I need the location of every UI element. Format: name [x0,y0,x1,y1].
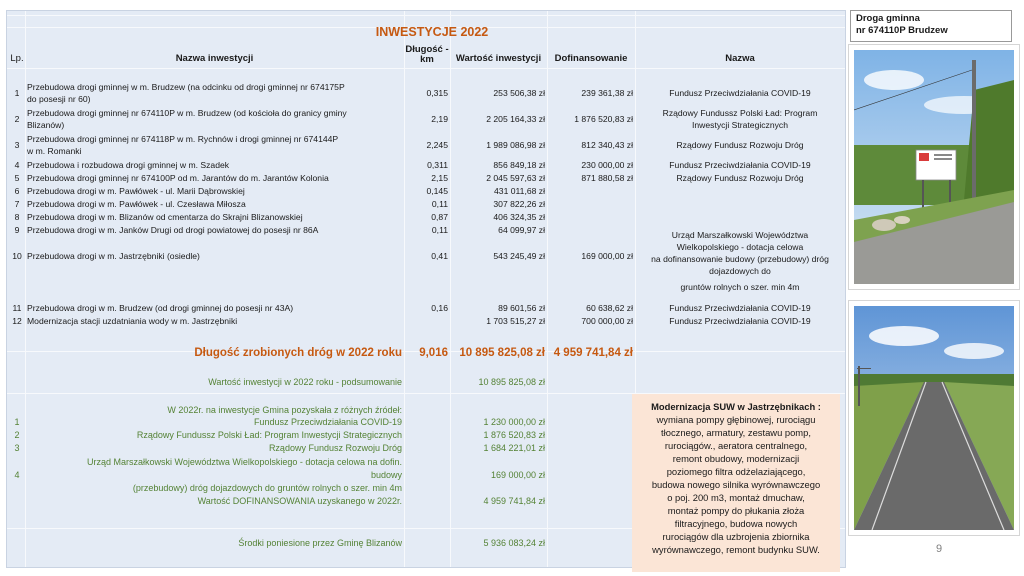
length-km: 0,311 [427,160,448,170]
fund-value: 1 684 221,01 zł [483,443,545,453]
row-number: 7 [14,199,20,209]
funding-source: Rządowy Fundusz Rozwoju Dróg [676,140,804,150]
fund-label: Fundusz Przeciwdziałania COVID-19 [253,417,402,427]
investment-name: Przebudowa drogi w m. Blizanów od cmentarza do Skrajni Blizanowskiej [27,212,303,222]
fund-value: 169 000,00 zł [490,470,545,480]
fund-value: 1 876 520,83 zł [483,430,545,440]
investment-name: Przebudowa drogi w m. Pawłówek - ul. Marii Dąbrowskiej [27,186,245,196]
investment-name: Przebudowa drogi gminnej nr 674118P w m. Rychnów i drogi gminnej nr 674144P [27,134,339,144]
length-km: 0,16 [431,303,448,313]
length-km: 0,41 [431,251,448,261]
row-number: 10 [12,251,22,261]
investment-value: 406 324,35 zł [493,212,545,222]
funding-value: 230 000,00 zł [581,160,633,170]
investment-name-cont: do posesji nr 60) [27,94,91,104]
funding-source: Fundusz Przeciwdziałania COVID-19 [669,316,811,326]
row-number: 9 [14,225,20,235]
investment-value: 1 703 515,27 zł [486,316,545,326]
investment-value: 89 601,56 zł [498,303,545,313]
investment-value: 543 245,49 zł [493,251,545,261]
funding-value: 812 340,43 zł [581,140,633,150]
fund-number: 4 [14,470,20,480]
col-header-value: Wartość inwestycji [455,53,542,64]
length-km: 2,15 [431,173,448,183]
length-km: 0,87 [431,212,448,222]
investment-name: Przebudowa drogi w m. Pawłówek - ul. Czesława Miłosza [27,199,246,209]
funding-source: Rządowy Fundusz Rozwoju Dróg [676,173,804,183]
fund-number: 2 [14,430,20,440]
investment-value: 2 205 164,33 zł [486,114,545,124]
investment-value: 253 506,38 zł [493,88,545,98]
investment-value: 1 989 086,98 zł [486,140,545,150]
row-number: 1 [14,88,20,98]
length-km: 2,19 [431,114,448,124]
investment-value: 64 099,97 zł [498,225,545,235]
col-header-name: Nazwa inwestycji [175,53,254,64]
fund-label: Rządowy Fundussz Polski Ład: Program Inwestycji Strategicznych [136,430,402,440]
funding-source-cont: Inwestycji Strategicznych [692,120,788,130]
row-number: 8 [14,212,20,222]
funding-value: 60 638,62 zł [586,303,633,313]
investment-name: Przebudowa drogi gminnej nr 674110P w m. Brudzew (od kościoła do granicy gminy [27,108,347,118]
investment-value: 431 011,68 zł [494,186,545,196]
funding-value: 239 361,38 zł [581,88,633,98]
col-header-lp: Lp. [10,53,24,64]
length-km: 2,245 [426,140,448,150]
investment-name: Modernizacja stacji uzdatniania wody w m. Jastrzębniki [27,316,238,326]
page-number: 9 [936,543,943,555]
road-photo-straight [848,300,1020,536]
fund-number: 1 [14,417,20,427]
suw-summary-box: Modernizacja SUW w Jastrzębnikach : wymiana pompy głębinowej, rurociągu tłocznego, armatury, zestawu pomp, rurociągów., aeratora centralnego, remont obudowy, modernizacji poziomego filtra odżelaziającego, budowa nowego silnika wyrównawczego o poj. 200 m3, montaż dmuchaw, montaż pompy do płukania złoża filtracyjnego, budowa nowych rurociągów dla uzbrojenia zbiornika wyrównawczego, remont budynku SUW. [632,394,840,572]
investment-value: 2 045 597,63 zł [486,173,545,183]
funding-value: 700 000,00 zł [581,316,633,326]
funds-heading: W 2022r. na inwestycje Gmina pozyskała z różnych źródeł: [167,405,402,415]
row-number: 5 [14,173,20,183]
investment-name: Przebudowa i rozbudowa drogi gminnej w m. Szadek [27,160,230,170]
photo-caption: Droga gminna nr 674110P Brudzew [850,10,1012,42]
col-header-length: Długość - km [405,44,449,65]
funding-source: Fundusz Przeciwdziałania COVID-19 [669,160,811,170]
row-number: 11 [12,303,22,313]
own-funds-label: Środki poniesione przez Gminę Blizanów [238,538,402,548]
length-km: 0,11 [431,225,448,235]
row-number: 3 [14,140,20,150]
length-km: 0,11 [431,199,448,209]
investment-name: Przebudowa drogi gminnej nr 674100P od m. Jarantów do m. Jarantów Kolonia [27,173,329,183]
page-title: INWESTYCJE 2022 [375,25,489,39]
length-km: 0,145 [426,186,448,196]
total-value: 10 895 825,08 zł [459,347,545,359]
row-number: 6 [14,186,20,196]
funding-value: 1 876 520,83 zł [574,114,633,124]
investment-value: 307 822,26 zł [493,199,545,209]
investment-name: Przebudowa drogi w m. Jastrzębniki (osiedle) [27,251,200,261]
own-funds-value: 5 936 083,24 zł [483,538,545,548]
funding-source: Fundusz Przeciwdziałania COVID-19 [669,303,811,313]
investment-name-cont: w m. Romanki [27,146,82,156]
investment-name: Przebudowa drogi w m. Janków Drugi od drogi powiatowej do posesji nr 86A [27,225,319,235]
col-header-funding: Dofinansowanie [554,53,628,64]
fund-value: 1 230 000,00 zł [483,417,545,427]
funding-value: 169 000,00 zł [581,251,633,261]
row-number: 2 [14,114,20,124]
total-length: 9,016 [419,347,448,359]
road-photo-brudzew [848,44,1020,290]
row-number: 12 [12,316,22,326]
funding-source: Rządowy Fundussz Polski Ład: Program [662,108,818,118]
funding-value: 871 880,58 zł [581,173,633,183]
fund-number: 3 [14,443,20,453]
investment-summary-value: 10 895 825,08 zł [478,377,545,387]
funding-total-value: 4 959 741,84 zł [483,496,545,506]
row-10-source: Urząd Marszałkowski Województwa Wielkopolskiego - dotacja celowa na dofinansowanie budowy (przebudowy) dróg dojazdowych do gruntów rolnych o szer. min 4m [651,230,829,292]
investment-name-cont: Blizanów) [27,120,65,130]
total-length-label: Długość zrobionych dróg w 2022 roku [194,347,402,359]
funding-total-label: Wartość DOFINANSOWANIA uzyskanego w 2022r. [197,496,402,506]
length-km: 0,315 [426,88,448,98]
total-funding: 4 959 741,84 zł [553,347,633,359]
investment-summary-label: Wartość inwestycji w 2022 roku - podsumowanie [208,377,402,387]
col-header-source: Nazwa [725,53,755,64]
row-number: 4 [14,160,20,170]
funding-source: Fundusz Przeciwdziałania COVID-19 [669,88,811,98]
investment-name: Przebudowa drogi w m. Brudzew (od drogi gminnej do posesji nr 43A) [27,303,294,313]
fund-label: Rządowy Fundusz Rozwoju Dróg [268,443,402,453]
investment-value: 856 849,18 zł [493,160,545,170]
fund-label: Urząd Marszałkowski Województwa Wielkopolskiego - dotacja celowa na dofin. budowy (przebudowy) dróg dojazdowych do gruntów rolnych o szer. min 4m [87,457,402,493]
investment-name: Przebudowa drogi gminnej w m. Brudzew (na odcinku od drogi gminnej nr 674175P [27,82,345,92]
